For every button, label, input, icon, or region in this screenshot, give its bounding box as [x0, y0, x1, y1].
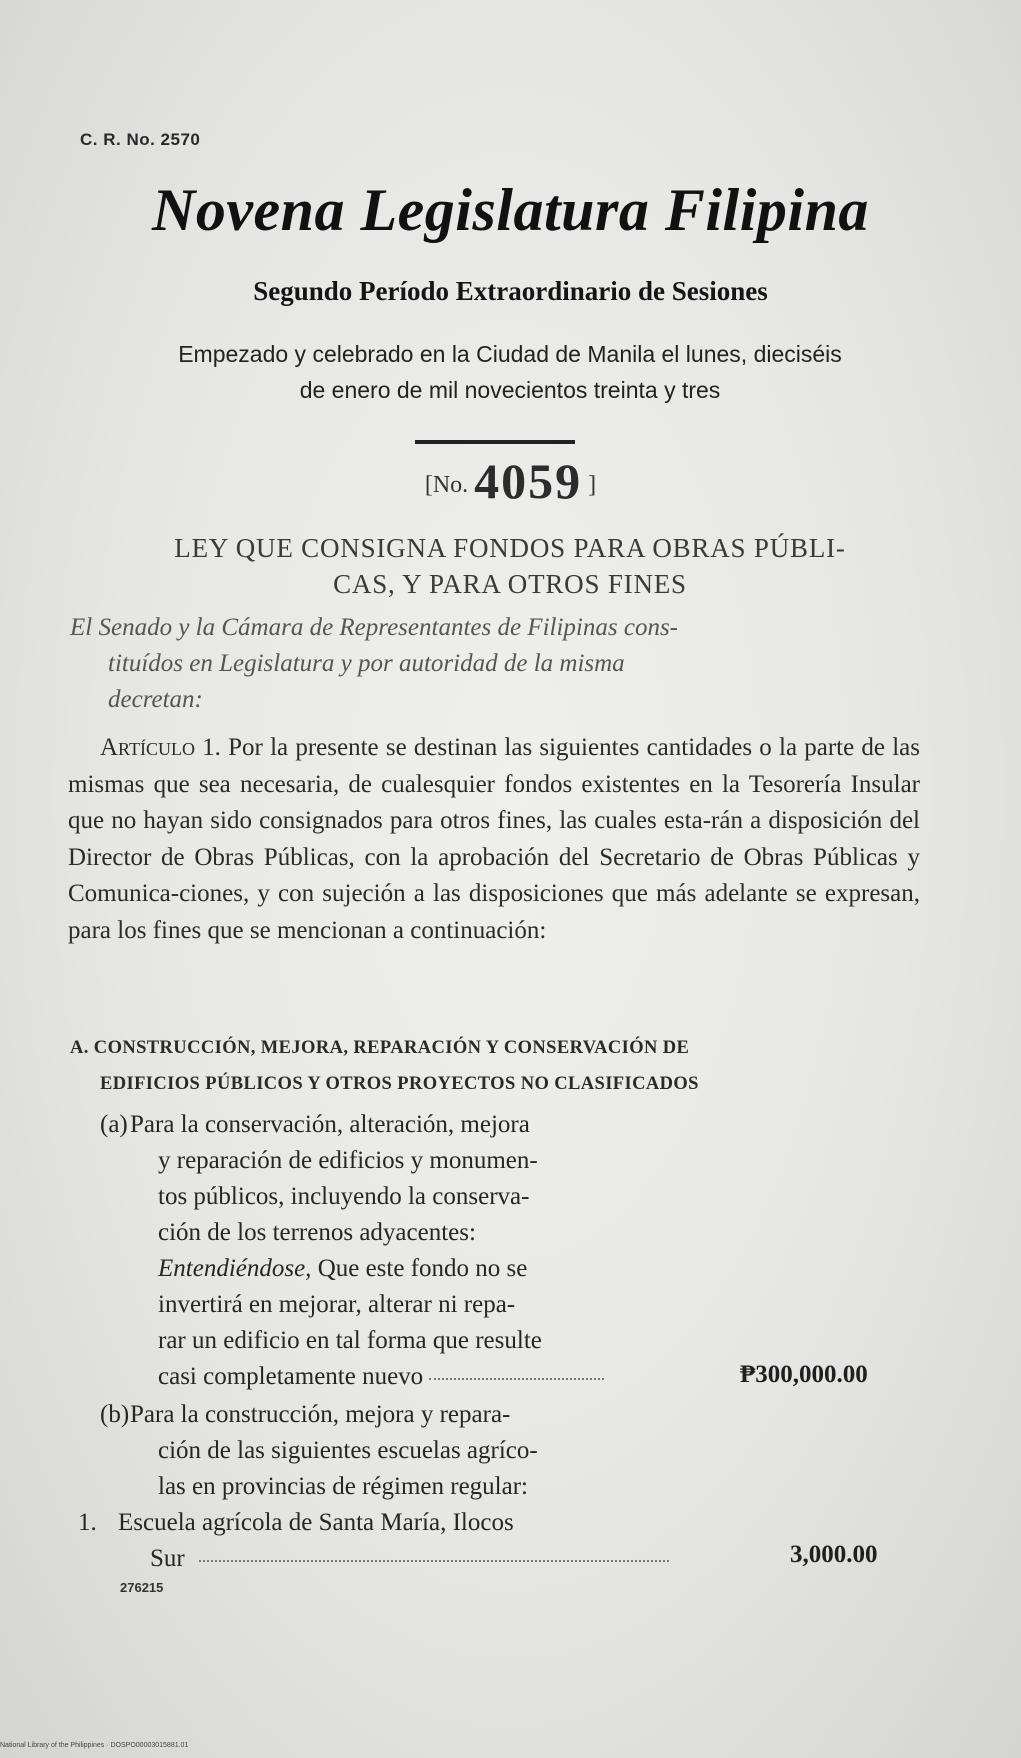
item-line: Para la construcción, mejora y repara- [130, 1401, 511, 1428]
article-text: Por la presente se destinan las siguientes cantidades o la parte de las mismas que sea necesaria, de cualesquier fondos existentes en la Tesorería Insular que no hayan sido consignados para otros fines, las cuales esta-rán a disposición del Director de Obras Públicas, con la aprobación del Secretario de Obras Públicas y Comunica-ciones, y con sujeción a las disposiciones que más adelante se expresan, para los fines que se mencionan a continuación: [68, 734, 921, 944]
item-a-amount: ₱300,000.00 [740, 1361, 868, 1388]
intro-line: de enero de mil novecientos treinta y tres [299, 377, 721, 403]
item-line: y reparación de edificios y monumen- [158, 1147, 538, 1174]
scan-footer: National Library of the Philippines · DOSPO00003015881.01 [0, 1742, 189, 1749]
item-line: tos públicos, incluyendo la conserva- [158, 1183, 530, 1210]
section-heading-line: A. CONSTRUCCIÓN, MEJORA, REPARACIÓN Y CONSERVACIÓN DE [70, 1038, 690, 1058]
printer-mark: 276215 [120, 1580, 164, 1595]
item-line-text: casi completamente nuevo [158, 1363, 424, 1390]
preamble-line: tituídos en Legislatura y por autoridad de la misma [108, 650, 625, 677]
article-lead: Artículo 1. [100, 734, 221, 761]
dot-leader [199, 1559, 669, 1562]
item-a-text [130, 1107, 700, 1395]
proviso-rest: Que este fondo no se [311, 1255, 528, 1282]
enacting-clause [70, 610, 930, 718]
item-line [118, 1541, 708, 1577]
item-line [130, 1359, 700, 1395]
dot-leader [429, 1377, 604, 1380]
item-line-text: Sur [150, 1545, 185, 1572]
law-title [70, 530, 950, 602]
cr-number: C. R. No. 2570 [80, 130, 201, 149]
session-subtitle: Segundo Período Extraordinario de Sesiones [253, 276, 768, 306]
preamble-line: El Senado y la Cámara de Representantes de Filipinas cons- [70, 614, 678, 641]
law-title-line: LEY QUE CONSIGNA FONDOS PARA OBRAS PÚBLI- [174, 533, 846, 563]
item-1-amount: 3,000.00 [790, 1541, 878, 1568]
item-b-text [130, 1397, 700, 1505]
law-title-line: CAS, Y PARA OTROS FINES [333, 569, 687, 599]
preamble-line: decretan: [108, 686, 203, 713]
item-1-text [118, 1505, 708, 1577]
section-a-heading [70, 1030, 930, 1102]
section-heading-line: EDIFICIOS PÚBLICOS Y OTROS PROYECTOS NO CLASIFICADOS [100, 1074, 699, 1094]
proviso-italic: Entendiéndose, [158, 1255, 312, 1282]
item-line: Para la conservación, alteración, mejora [130, 1111, 530, 1138]
item-line: invertirá en mejorar, alterar ni repa- [158, 1291, 516, 1318]
item-b-label: (b) [100, 1401, 130, 1428]
item-line: ción de los terrenos adyacentes: [158, 1219, 476, 1246]
intro-line: Empezado y celebrado en la Ciudad de Manila el lunes, dieciséis [178, 341, 842, 367]
legislature-title: Novena Legislatura Filipina [152, 177, 869, 243]
item-1-label: 1. [78, 1509, 97, 1536]
session-intro [70, 336, 950, 408]
act-number-suffix: ] [588, 472, 597, 498]
header-rule [415, 440, 575, 444]
act-number-value: 4059 [474, 453, 583, 509]
article-1 [68, 730, 920, 949]
item-line [130, 1251, 700, 1287]
act-number [0, 452, 1021, 510]
item-a-label: (a) [100, 1111, 128, 1138]
item-line: las en provincias de régimen regular: [158, 1473, 528, 1500]
item-line: ción de las siguientes escuelas agríco- [158, 1437, 538, 1464]
act-number-prefix: [No. [424, 472, 469, 498]
item-line: Escuela agrícola de Santa María, Ilocos [118, 1509, 514, 1536]
item-line: rar un edificio en tal forma que resulte [158, 1327, 542, 1354]
